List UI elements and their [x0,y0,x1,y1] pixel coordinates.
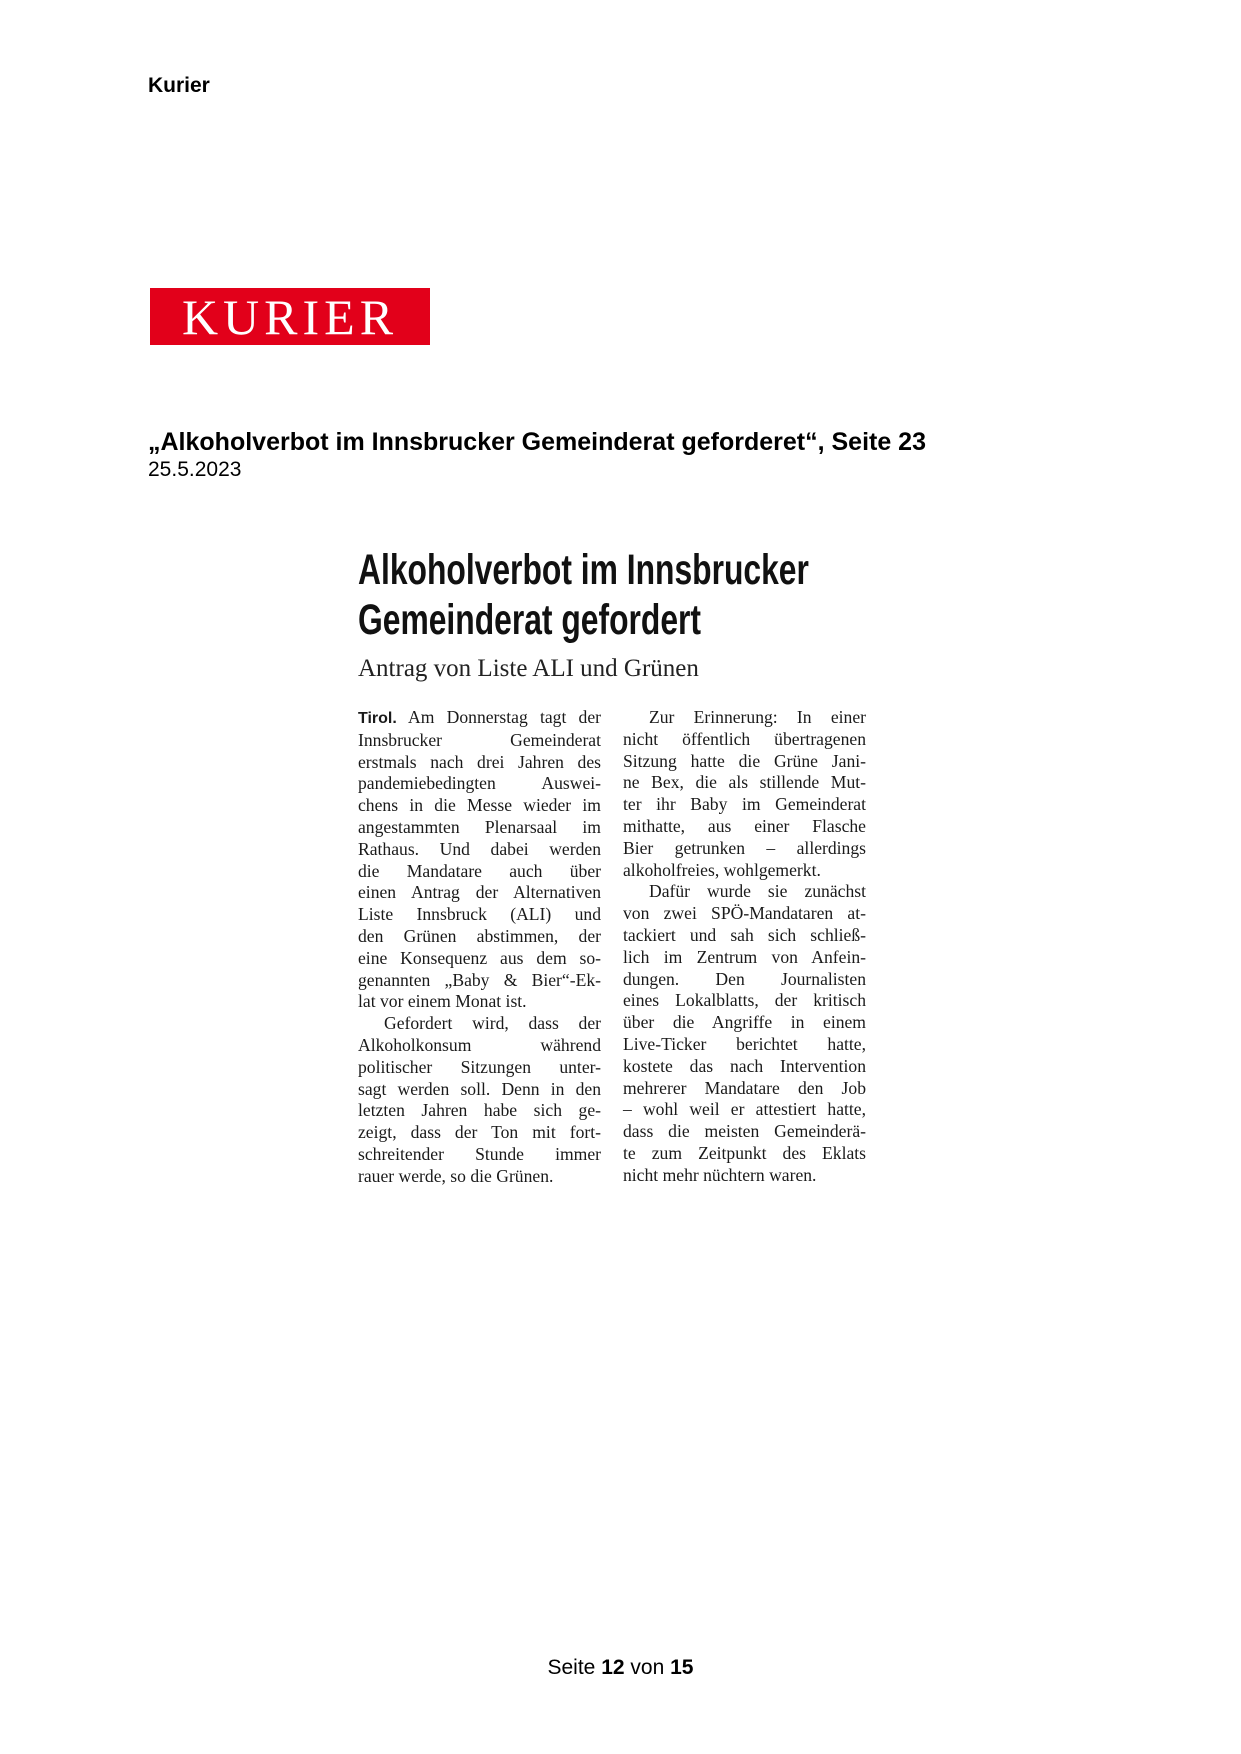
text-line: Innsbrucker Gemeinderat [358,729,601,750]
text-line: Bier getrunken – allerdings [623,837,866,858]
text-line: Rathaus. Und dabei werden [358,838,601,859]
text-line: lat vor einem Monat ist. [358,991,527,1012]
text-line: zeigt, dass der Ton mit fort- [358,1122,601,1143]
text-line: alkoholfreies, wohlgemerkt. [623,859,821,880]
total-pages: 15 [670,1656,694,1679]
text-line: schreitender Stunde immer [358,1143,601,1164]
current-page: 12 [601,1656,625,1679]
text-line: pandemiebedingten Auswei- [358,773,601,794]
article-column-left [358,707,601,1188]
logo-text: KURIER [181,288,399,345]
footer-prefix: Seite [547,1656,596,1679]
text-line: die Mandatare auch über [358,860,601,881]
text-line: eines Lokalblatts, der kritisch [623,990,866,1011]
article-paragraph [358,707,601,1013]
text-line: tackiert und sah sich schließ- [623,924,866,945]
text-line: eine Konsequenz aus dem so- [358,947,601,968]
text-line: rauer werde, so die Grünen. [358,1165,554,1186]
text-line: – wohl weil er attestiert hatte, [623,1099,866,1120]
text-line: sagt werden soll. Denn in den [358,1078,601,1099]
text-line: Gefordert wird, dass der [384,1013,601,1034]
text-line: ne Bex, die als stillende Mut- [623,772,866,793]
text-line: über die Angriffe in einem [623,1012,866,1033]
dateline: Tirol. [358,710,397,727]
text-line: nicht öffentlich übertragenen [623,728,866,749]
text-line: Liste Innsbruck (ALI) und [358,904,601,925]
text-line: nicht mehr nüchtern waren. [623,1164,817,1185]
article-headline [358,545,891,645]
text-line: Zur Erinnerung: In einer [649,707,866,727]
headline-line: Gemeinderat gefordert [358,596,702,644]
text-line: Live-Ticker berichtet hatte, [623,1033,866,1054]
text-line: mehrerer Mandatare den Job [623,1077,866,1098]
text-line: den Grünen abstimmen, der [358,925,601,946]
page-footer [0,1656,1241,1680]
article-paragraph [623,881,866,1186]
article-clipping [352,545,882,1186]
text-line: von zwei SPÖ-Mandataren at- [623,903,866,924]
text-line: ter ihr Baby im Gemeinderat [623,794,866,815]
document-title: „Alkoholverbot im Innsbrucker Gemeinderat geforderet“, Seite 23 [148,428,926,456]
text-line: kostete das nach Intervention [623,1055,866,1076]
publication-name: Kurier [148,74,210,97]
article-column-right [623,707,866,1187]
text-line: einen Antrag der Alternativen [358,882,601,903]
text-line: Dafür wurde sie zunächst [649,881,866,902]
article-subtitle: Antrag von Liste ALI und Grünen [358,655,699,682]
text-line: chens in die Messe wieder im [358,795,601,816]
text-line: Alkoholkonsum während [358,1034,601,1055]
text-line: dass die meisten Gemeinderä- [623,1121,866,1142]
footer-middle: von [630,1656,665,1679]
text-line: angestammten Plenarsaal im [358,816,601,837]
kurier-logo [150,288,430,345]
document-date: 25.5.2023 [148,458,242,481]
text-line: te zum Zeitpunkt des Eklats [623,1142,866,1163]
text-line: Sitzung hatte die Grüne Jani- [623,750,866,771]
headline-line: Alkoholverbot im Innsbrucker [358,546,809,594]
text-line: politischer Sitzungen unter- [358,1056,601,1077]
text-line: erstmals nach drei Jahren des [358,751,601,772]
text-line: mithatte, aus einer Flasche [623,815,866,836]
text-line: dungen. Den Journalisten [623,968,866,989]
article-paragraph [358,1013,601,1187]
article-paragraph [623,707,866,881]
text-line: Tirol. Am Donnerstag tagt der [358,707,601,727]
text-line: lich im Zentrum von Anfein- [623,946,866,967]
text-line: genannten „Baby & Bier“-Ek- [358,969,601,990]
text-line: letzten Jahren habe sich ge- [358,1100,601,1121]
